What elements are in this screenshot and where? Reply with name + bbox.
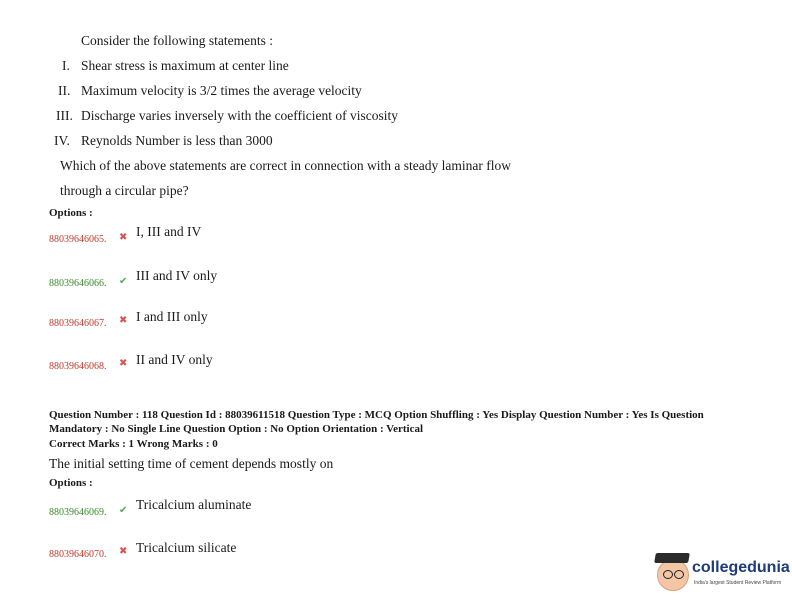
option-text: II and IV only (136, 352, 213, 367)
option-text: I and III only (136, 309, 208, 324)
options-label: Options : (49, 477, 93, 489)
collegedunia-logo (657, 553, 790, 597)
option-id: 88039646065. (49, 234, 107, 245)
statement-2-text: Maximum velocity is 3/2 times the average velocity (81, 83, 362, 98)
glasses-icon (674, 570, 684, 579)
correct-check-icon: ✔ (119, 505, 128, 516)
option-id: 88039646067. (49, 318, 107, 329)
wrong-mark-icon: ✖ (119, 315, 128, 326)
option-id: 88039646070. (49, 549, 107, 560)
option-text: III and IV only (136, 268, 218, 283)
question-text: The initial setting time of cement depends mostly on (49, 456, 334, 471)
wrong-mark-icon: ✖ (119, 546, 128, 557)
statement-3-text: Discharge varies inversely with the coefficient of viscosity (81, 108, 399, 123)
intro-text: Consider the following statements : (81, 33, 273, 48)
statement-3-num: III. (56, 108, 73, 123)
question-text-line2: through a circular pipe? (60, 183, 189, 198)
wrong-mark-icon: ✖ (119, 358, 128, 369)
mascot-icon (657, 559, 689, 591)
option-text: I, III and IV (136, 224, 202, 239)
statement-2-num: II. (58, 83, 71, 98)
question-meta-line2: Mandatory : No Single Line Question Option : No Option Orientation : Vertical (49, 423, 424, 435)
statement-4-num: IV. (54, 133, 70, 148)
glasses-icon (663, 570, 673, 579)
logo-name: collegedunia (692, 559, 790, 576)
wrong-mark-icon: ✖ (119, 232, 128, 243)
option-text: Tricalcium aluminate (136, 497, 252, 512)
statement-1-num: I. (62, 58, 70, 73)
logo-tagline: India's largest Student Review Platform (694, 580, 782, 586)
options-label: Options : (49, 207, 93, 219)
correct-check-icon: ✔ (119, 276, 128, 287)
option-text: Tricalcium silicate (136, 540, 237, 555)
question-meta-line1: Question Number : 118 Question Id : 88039611518 Question Type : MCQ Option Shuffling : Yes Display Question Number : Yes Is Question (49, 409, 704, 421)
option-id: 88039646066. (49, 278, 107, 289)
statement-1-text: Shear stress is maximum at center line (81, 58, 289, 73)
option-id: 88039646069. (49, 507, 107, 518)
marks-info: Correct Marks : 1 Wrong Marks : 0 (49, 438, 218, 450)
question-text-line1: Which of the above statements are correct in connection with a steady laminar flow (60, 158, 511, 173)
statement-4-text: Reynolds Number is less than 3000 (81, 133, 273, 148)
option-id: 88039646068. (49, 361, 107, 372)
graduation-cap-icon (654, 553, 690, 563)
